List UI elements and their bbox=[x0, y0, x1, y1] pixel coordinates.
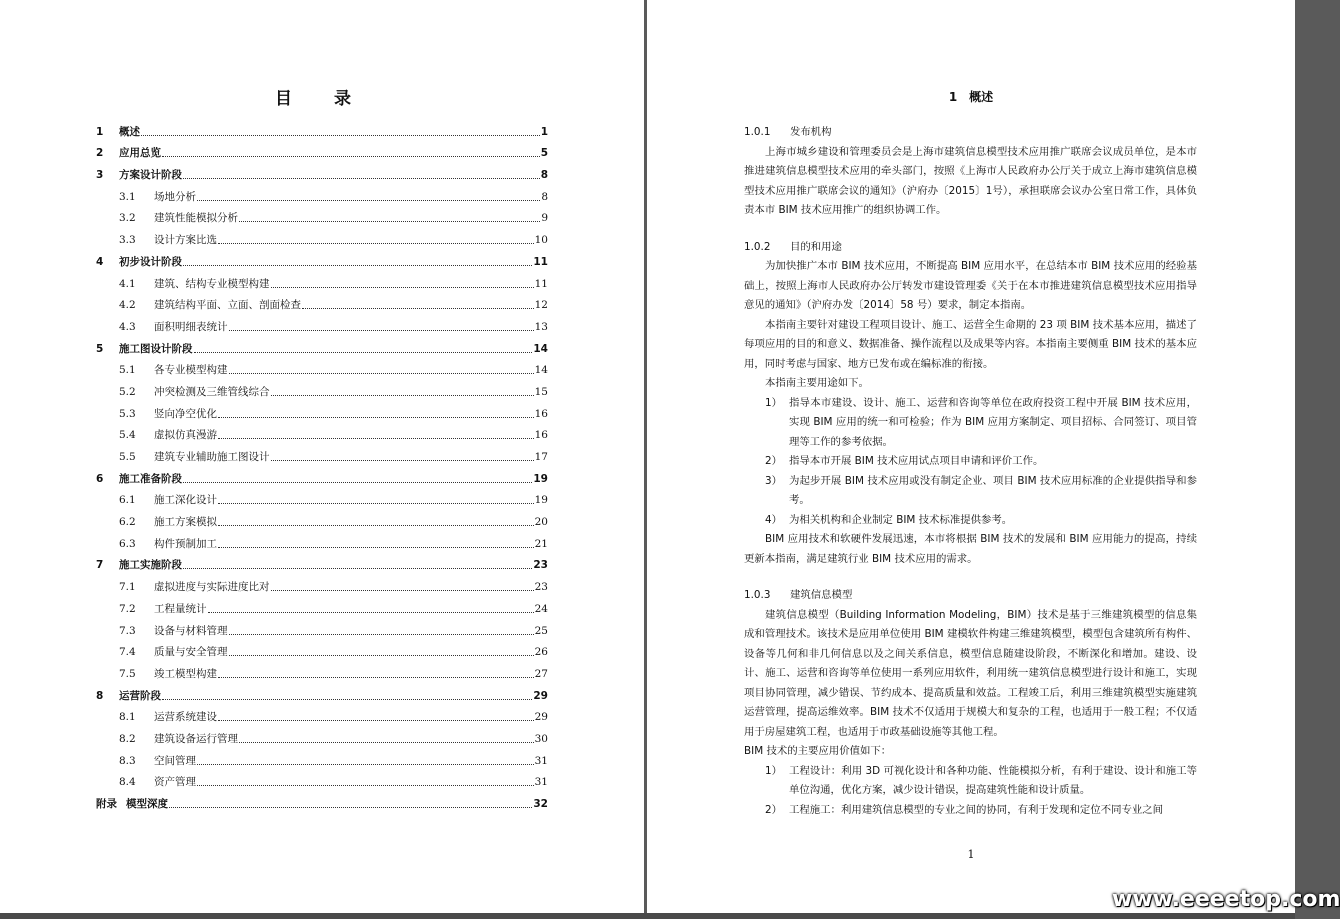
toc-entry-title: 建筑设备运行管理 bbox=[154, 732, 238, 745]
list-item: 1） 工程设计：利用 3D 可视化设计和各种功能、性能模拟分析，有利于建设、设计和施工等单位沟通，优化方案，减少设计错误，提高建筑性能和设计质量。 bbox=[765, 764, 1197, 796]
toc-entry-title: 面积明细表统计 bbox=[154, 320, 228, 333]
toc-leader-dots bbox=[183, 568, 532, 569]
toc-section-entry[interactable] bbox=[96, 291, 548, 313]
toc-section-entry[interactable] bbox=[96, 442, 548, 464]
toc-chapter-entry[interactable] bbox=[96, 334, 548, 356]
toc-entry-number: 6.3 bbox=[119, 537, 136, 550]
toc-entry-number: 7 bbox=[96, 559, 104, 572]
page-number: 1 bbox=[967, 848, 975, 861]
toc-chapter-entry[interactable] bbox=[96, 464, 548, 486]
toc-entry-number: 4 bbox=[96, 255, 104, 268]
toc-section-entry[interactable] bbox=[96, 638, 548, 660]
toc-entry-title: 初步设计阶段 bbox=[119, 255, 182, 268]
toc-section-entry[interactable] bbox=[96, 399, 548, 421]
toc-entry-number: 2 bbox=[96, 147, 104, 160]
toc-leader-dots bbox=[218, 503, 534, 504]
toc-leader-dots bbox=[229, 330, 534, 331]
toc-entry-page: 24 bbox=[534, 602, 548, 615]
toc-entry-page: 11 bbox=[533, 255, 548, 268]
toc-leader-dots bbox=[271, 287, 534, 288]
toc-entry-page: 14 bbox=[533, 342, 548, 355]
toc-entry-page: 19 bbox=[534, 494, 548, 507]
toc-leader-dots bbox=[218, 720, 534, 721]
toc-entry-page: 11 bbox=[534, 277, 548, 290]
toc-list bbox=[96, 117, 548, 811]
toc-entry-title: 施工准备阶段 bbox=[119, 472, 182, 485]
toc-entry-page: 27 bbox=[534, 667, 548, 680]
toc-entry-title: 虚拟仿真漫游 bbox=[154, 429, 217, 442]
toc-leader-dots bbox=[183, 178, 540, 179]
toc-leader-dots bbox=[194, 352, 533, 353]
toc-entry-title: 竣工模型构建 bbox=[154, 667, 217, 680]
toc-section-entry[interactable] bbox=[96, 572, 548, 594]
toc-entry-title: 方案设计阶段 bbox=[119, 169, 182, 182]
toc-entry-number: 1 bbox=[96, 125, 104, 138]
toc-section-entry[interactable] bbox=[96, 377, 548, 399]
toc-page bbox=[0, 0, 644, 913]
toc-chapter-entry[interactable] bbox=[96, 551, 548, 573]
toc-leader-dots bbox=[183, 265, 532, 266]
toc-section-entry[interactable] bbox=[96, 616, 548, 638]
toc-entry-page: 9 bbox=[541, 212, 548, 225]
toc-entry-number: 3.2 bbox=[119, 212, 136, 225]
toc-entry-number: 8.1 bbox=[119, 711, 136, 724]
toc-entry-title: 虚拟进度与实际进度比对 bbox=[154, 581, 270, 594]
toc-entry-title: 质量与安全管理 bbox=[154, 646, 228, 659]
toc-entry-title: 建筑性能模拟分析 bbox=[154, 212, 238, 225]
toc-section-entry[interactable] bbox=[96, 486, 548, 508]
list-item: 1） 指导本市建设、设计、施工、运营和咨询等单位在政府投资工程中开展 BIM 技术应用，实现 BIM 应用的统一和可检验；作为 BIM 应用方案制定、项目招标、合同签订、项目管理等工作的参考依据。 bbox=[765, 396, 1197, 448]
toc-chapter-entry[interactable] bbox=[96, 247, 548, 269]
toc-entry-title: 施工方案模拟 bbox=[154, 516, 217, 529]
toc-entry-number: 4.3 bbox=[119, 320, 136, 333]
toc-leader-dots bbox=[162, 699, 532, 700]
toc-leader-dots bbox=[218, 525, 534, 526]
toc-entry-page: 26 bbox=[534, 646, 548, 659]
toc-leader-dots bbox=[271, 395, 534, 396]
toc-section-entry[interactable] bbox=[96, 746, 548, 768]
toc-leader-dots bbox=[218, 677, 534, 678]
chapter-content bbox=[744, 123, 1197, 820]
toc-entry-number: 3.1 bbox=[119, 190, 136, 203]
toc-entry-page: 15 bbox=[534, 385, 548, 398]
toc-entry-page: 25 bbox=[534, 624, 548, 637]
toc-entry-page: 19 bbox=[533, 472, 548, 485]
toc-entry-page: 14 bbox=[534, 364, 548, 377]
toc-section-entry[interactable] bbox=[96, 724, 548, 746]
toc-entry-title: 应用总览 bbox=[119, 147, 161, 160]
toc-entry-title: 设计方案比选 bbox=[154, 234, 217, 247]
toc-entry-title: 竖向净空优化 bbox=[154, 407, 217, 420]
toc-entry-page: 16 bbox=[534, 407, 548, 420]
toc-entry-title: 运营阶段 bbox=[119, 689, 161, 702]
toc-entry-number: 5.2 bbox=[119, 385, 136, 398]
toc-entry-page: 31 bbox=[534, 754, 548, 767]
toc-leader-dots bbox=[141, 135, 540, 136]
toc-section-entry[interactable] bbox=[96, 356, 548, 378]
toc-section-entry[interactable] bbox=[96, 507, 548, 529]
toc-entry-page: 29 bbox=[534, 711, 548, 724]
toc-entry-page: 1 bbox=[540, 125, 548, 138]
toc-entry-title: 空间管理 bbox=[154, 754, 196, 767]
paragraph: 本指南主要用途如下。 bbox=[765, 377, 869, 389]
toc-entry-title: 运营系统建设 bbox=[154, 711, 217, 724]
toc-section-entry[interactable] bbox=[96, 529, 548, 551]
toc-entry-title: 概述 bbox=[119, 125, 140, 138]
toc-entry-title: 工程量统计 bbox=[154, 602, 207, 615]
toc-entry-title: 建筑结构平面、立面、剖面检查 bbox=[154, 299, 301, 312]
toc-leader-dots bbox=[162, 156, 540, 157]
toc-entry-page: 10 bbox=[534, 234, 548, 247]
toc-chapter-entry[interactable] bbox=[96, 117, 548, 139]
paragraph: 上海市城乡建设和管理委员会是上海市建筑信息模型技术应用推广联席会议成员单位，是本市推进建筑信息模型技术应用的牵头部门，按照《上海市人民政府办公厅关于成立上海市建筑信息模型技术应用推广联席会议的通知》（沪府办〔2015〕1号），承担联席会议办公室日常工作，具体负责本市 BIM 技术应用推广的组织协调工作。 bbox=[744, 145, 1197, 216]
site-watermark: www.eeeetop.com bbox=[1112, 887, 1340, 912]
toc-entry-number: 4.2 bbox=[119, 299, 136, 312]
toc-entry-number: 5 bbox=[96, 342, 104, 355]
toc-leader-dots bbox=[218, 417, 534, 418]
toc-leader-dots bbox=[229, 634, 534, 635]
toc-leader-dots bbox=[218, 243, 534, 244]
toc-entry-title: 资产管理 bbox=[154, 776, 196, 789]
toc-section-entry[interactable] bbox=[96, 182, 548, 204]
toc-leader-dots bbox=[197, 200, 540, 201]
toc-entry-number: 8 bbox=[96, 689, 104, 702]
toc-entry-page: 8 bbox=[540, 169, 548, 182]
toc-chapter-entry[interactable] bbox=[96, 160, 548, 182]
toc-section-entry[interactable] bbox=[96, 204, 548, 226]
toc-entry-number: 7.5 bbox=[119, 667, 136, 680]
toc-entry-number: 7.1 bbox=[119, 581, 136, 594]
paragraph: 建筑信息模型（Building Information Modeling，BIM）技术是基于三维建筑模型的信息集成和管理技术。该技术是应用单位使用 BIM 建模软件构建三维建筑模型，模型包含建筑所有构件、设备等几何和非几何信息以及之间关系信息，模型信息随建设阶段，不断深化和增加。建设、设计、施工、运营和咨询等单位使用一系列应用软件，利用统一建筑信息模型进行设计和施工，实现项目协同管理，减少错误、节约成本、提高质量和效益。工程竣工后，利用三维建筑模型实施建筑运营管理，提高运维效率。BIM 技术不仅适用于规模大和复杂的工程，也适用于一般工程；不仅适用于房屋建筑工程，也适用于市政基础设施等其他工程。 bbox=[744, 608, 1197, 738]
toc-leader-dots bbox=[302, 308, 534, 309]
list-item: 4） 为相关机构和企业制定 BIM 技术标准提供参考。 bbox=[765, 513, 1013, 526]
toc-entry-page: 21 bbox=[534, 537, 548, 550]
toc-section-entry[interactable] bbox=[96, 703, 548, 725]
toc-leader-dots bbox=[197, 764, 534, 765]
toc-leader-dots bbox=[197, 785, 534, 786]
toc-entry-number: 6.1 bbox=[119, 494, 136, 507]
toc-leader-dots bbox=[271, 460, 534, 461]
paragraph: BIM 应用技术和软硬件发展迅速，本市将根据 BIM 技术的发展和 BIM 应用能力的提高，持续更新本指南，满足建筑行业 BIM 技术应用的需求。 bbox=[744, 533, 1197, 565]
toc-leader-dots bbox=[218, 438, 534, 439]
toc-entry-number: 5.5 bbox=[119, 451, 136, 463]
toc-entry-page: 30 bbox=[534, 732, 548, 745]
toc-section-entry[interactable] bbox=[96, 594, 548, 616]
toc-leader-dots bbox=[229, 373, 534, 374]
toc-entry-title: 施工图设计阶段 bbox=[119, 342, 193, 355]
toc-section-entry[interactable] bbox=[96, 312, 548, 334]
section-heading-1-0-1: 1.0.1 发布机构 bbox=[744, 126, 832, 138]
paragraph: 本指南主要针对建设工程项目设计、施工、运营全生命期的 23 项 BIM 技术基本应用，描述了每项应用的目的和意义、数据准备、操作流程以及成果等内容。本指南主要侧重 BIM 技术的基本应用，同时考虑与国家、地方已发布或在编标准的衔接。 bbox=[744, 318, 1197, 370]
toc-leader-dots bbox=[218, 547, 534, 548]
toc-entry-page: 17 bbox=[534, 451, 548, 463]
toc-section-entry[interactable] bbox=[96, 225, 548, 247]
toc-entry-title: 冲突检测及三维管线综合 bbox=[154, 385, 270, 398]
toc-entry-title: 建筑专业辅助施工图设计 bbox=[154, 451, 270, 463]
toc-entry-page: 16 bbox=[534, 429, 548, 442]
toc-entry-number: 4.1 bbox=[119, 277, 136, 290]
toc-entry-title: 各专业模型构建 bbox=[154, 364, 228, 377]
list-item: 3） 为起步开展 BIM 技术应用或没有制定企业、项目 BIM 技术应用标准的企业提供指导和参考。 bbox=[765, 474, 1197, 506]
toc-leader-dots bbox=[169, 807, 532, 808]
toc-leader-dots bbox=[239, 742, 534, 743]
toc-entry-number: 7.4 bbox=[119, 646, 136, 659]
toc-entry-page: 8 bbox=[541, 190, 548, 203]
toc-leader-dots bbox=[208, 612, 534, 613]
toc-entry-number: 5.4 bbox=[119, 429, 136, 442]
toc-leader-dots bbox=[183, 482, 532, 483]
toc-entry-page: 20 bbox=[534, 516, 548, 529]
toc-leader-dots bbox=[271, 590, 534, 591]
toc-entry-title: 施工实施阶段 bbox=[119, 559, 182, 572]
list-item: 2） 指导本市开展 BIM 技术应用试点项目申请和评价工作。 bbox=[765, 455, 1044, 467]
toc-chapter-entry[interactable] bbox=[96, 681, 548, 703]
section-heading-1-0-2: 1.0.2 目的和用途 bbox=[744, 240, 842, 253]
toc-entry-page: 29 bbox=[533, 689, 548, 702]
toc-entry-number: 6 bbox=[96, 472, 104, 485]
toc-entry-title: 设备与材料管理 bbox=[154, 624, 228, 637]
toc-entry-number: 附录 bbox=[96, 798, 117, 810]
toc-entry-page: 12 bbox=[534, 299, 548, 312]
toc-section-entry[interactable] bbox=[96, 269, 548, 291]
list-item: 2） 工程施工：利用建筑信息模型的专业之间的协同，有利于发现和定位不同专业之间 bbox=[765, 803, 1164, 816]
toc-entry-number: 8.4 bbox=[119, 776, 136, 789]
toc-entry-number: 6.2 bbox=[119, 516, 136, 529]
toc-entry-number: 3 bbox=[96, 169, 104, 182]
toc-entry-page: 31 bbox=[534, 776, 548, 789]
toc-chapter-entry[interactable] bbox=[96, 139, 548, 161]
toc-title: 目 录 bbox=[275, 89, 369, 109]
chapter-title: 1 概述 bbox=[948, 90, 994, 104]
toc-entry-page: 23 bbox=[533, 559, 548, 572]
toc-entry-title: 施工深化设计 bbox=[154, 494, 217, 507]
toc-entry-title: 模型深度 bbox=[126, 798, 168, 810]
toc-entry-number: 3.3 bbox=[119, 234, 136, 247]
toc-entry-title: 场地分析 bbox=[154, 190, 196, 203]
section-heading-1-0-3: 1.0.3 建筑信息模型 bbox=[744, 589, 853, 601]
toc-entry-number: 5.3 bbox=[119, 407, 136, 420]
toc-entry-page: 5 bbox=[540, 147, 548, 160]
toc-section-entry[interactable] bbox=[96, 768, 548, 790]
toc-leader-dots bbox=[239, 221, 540, 222]
content-page bbox=[647, 0, 1295, 913]
toc-section-entry[interactable] bbox=[96, 421, 548, 443]
toc-entry-page: 13 bbox=[534, 320, 548, 333]
toc-section-entry[interactable] bbox=[96, 659, 548, 681]
toc-entry-number: 7.3 bbox=[119, 624, 136, 637]
toc-entry-number: 5.1 bbox=[119, 364, 136, 377]
toc-entry-page: 23 bbox=[534, 581, 548, 594]
toc-entry-number: 8.2 bbox=[119, 732, 136, 745]
toc-entry-title: 构件预制加工 bbox=[154, 537, 217, 550]
paragraph: 为加快推广本市 BIM 技术应用，不断提高 BIM 应用水平，在总结本市 BIM 技术应用的经验基础上，按照上海市人民政府办公厅转发市建设管理委《关于在本市推进建筑信息模型技术应用指导意见的通知》（沪府办发〔2014〕58 号）要求，制定本指南。 bbox=[744, 260, 1197, 311]
toc-leader-dots bbox=[229, 655, 534, 656]
toc-chapter-entry[interactable] bbox=[96, 789, 548, 811]
toc-entry-number: 7.2 bbox=[119, 602, 136, 615]
toc-entry-number: 8.3 bbox=[119, 754, 136, 767]
paragraph: BIM 技术的主要应用价值如下： bbox=[744, 745, 892, 757]
viewer-bottom-bar bbox=[0, 913, 1295, 919]
toc-entry-title: 建筑、结构专业模型构建 bbox=[154, 277, 270, 290]
toc-entry-page: 32 bbox=[533, 798, 548, 810]
